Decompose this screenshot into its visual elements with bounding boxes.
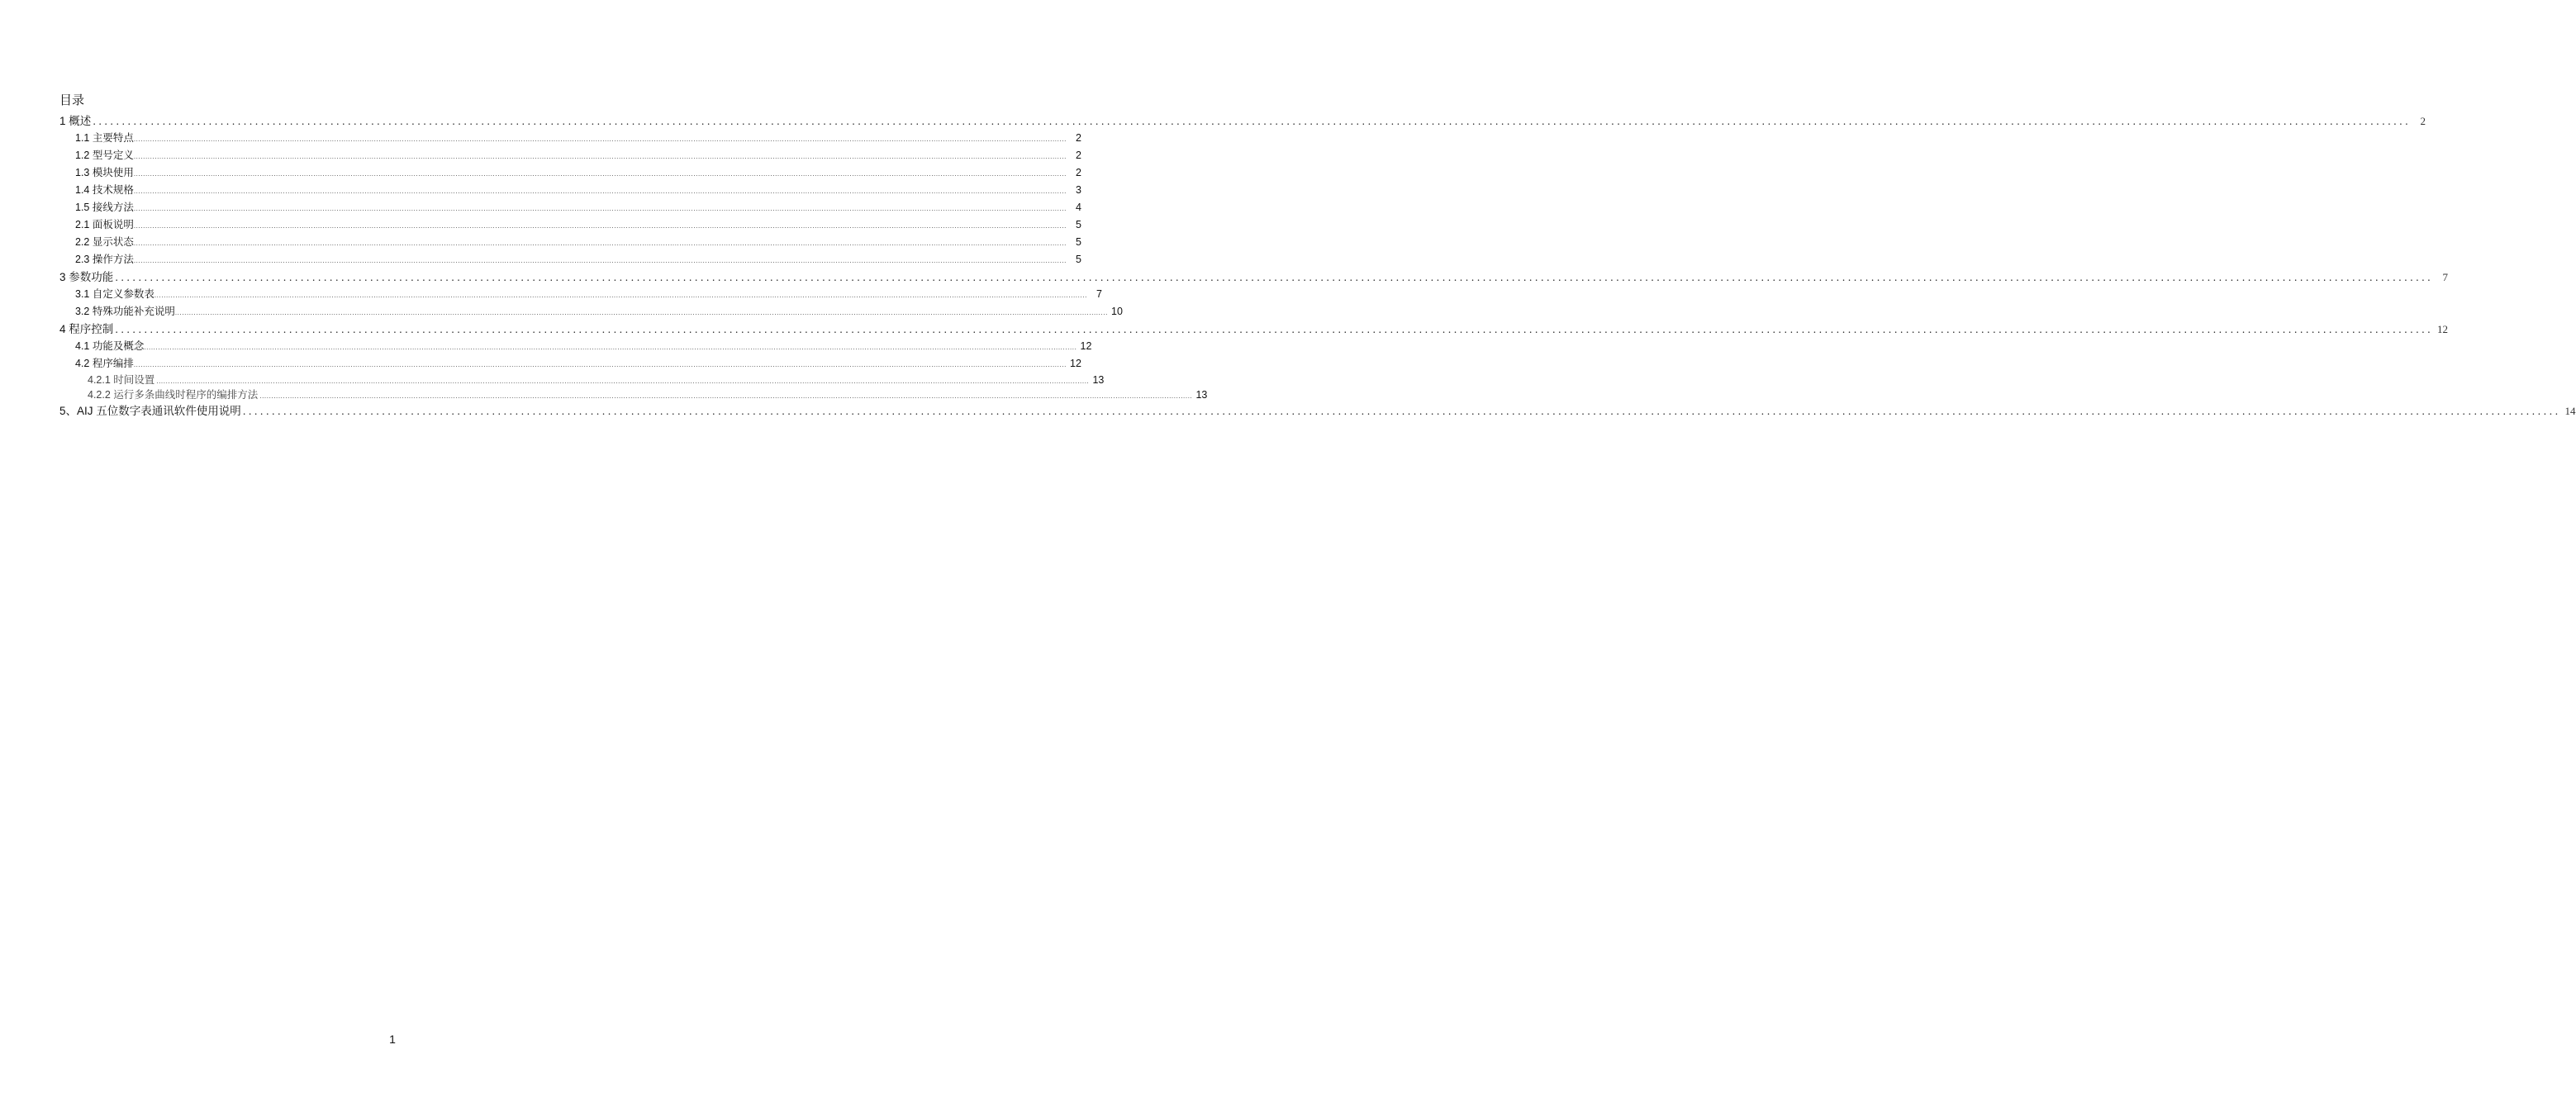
toc-dot-leader: ................................................................................................................................................................................................................................................................................................................................................................................................................ <box>174 309 1108 316</box>
toc-entry-label: 4 程序控制 <box>59 323 114 335</box>
toc-entry-page: 2 <box>2420 115 2426 127</box>
toc-entry[interactable] <box>59 286 1102 303</box>
toc-dot-leader: ................................................................................................................................................................................................................................................................................................................................................................................................................ <box>156 377 1090 385</box>
toc-entry[interactable] <box>59 320 2449 338</box>
toc-entry-page: 2 <box>1075 132 1081 144</box>
toc-dot-leader: ................................................................................................................................................................................................................................................................................................................................................................................................................ <box>133 240 1067 247</box>
toc-entry-label: 4.2.1 时间设置 <box>88 374 155 386</box>
toc-entry-page: 7 <box>2442 271 2449 283</box>
toc-dot-leader: ................................................................................................................................................................................................................................................................................................................................................................................................................ <box>93 116 2412 127</box>
toc-entry-page: 5 <box>1075 254 1081 265</box>
toc-dot-leader: ................................................................................................................................................................................................................................................................................................................................................................................................................ <box>133 153 1067 160</box>
toc-entry-label: 5、AIJ 五位数字表通讯软件使用说明 <box>59 405 241 417</box>
toc-entry-label: 3 参数功能 <box>59 271 114 283</box>
toc-entry-label: 1.3 模块使用 <box>75 167 134 178</box>
toc-entry-label: 3.2 特殊功能补充说明 <box>75 306 175 317</box>
toc-entry-page: 3 <box>1075 184 1081 196</box>
toc-entry-page: 2 <box>1075 167 1081 178</box>
toc-entry-page: 14 <box>2564 405 2576 417</box>
toc-entry-page: 12 <box>2437 323 2449 335</box>
toc-dot-leader: ................................................................................................................................................................................................................................................................................................................................................................................................................ <box>133 135 1067 143</box>
page-number: 1 <box>389 1033 396 1046</box>
toc-dot-leader: ................................................................................................................................................................................................................................................................................................................................................................................................................ <box>259 392 1193 400</box>
toc-dot-leader: ................................................................................................................................................................................................................................................................................................................................................................................................................ <box>133 170 1067 178</box>
toc-entry-label: 1.5 接线方法 <box>75 202 134 213</box>
table-of-contents <box>59 112 2576 420</box>
toc-entry[interactable] <box>59 130 1081 147</box>
toc-entry[interactable] <box>59 373 1105 387</box>
toc-dot-leader: ................................................................................................................................................................................................................................................................................................................................................................................................................ <box>144 344 1077 351</box>
toc-entry-page: 12 <box>1070 358 1081 369</box>
toc-entry-label: 1 概述 <box>59 115 92 127</box>
toc-entry[interactable] <box>59 387 1208 402</box>
toc-dot-leader: ................................................................................................................................................................................................................................................................................................................................................................................................................ <box>133 361 1067 368</box>
toc-entry[interactable] <box>59 402 2576 420</box>
toc-entry[interactable] <box>59 216 1081 234</box>
toc-entry[interactable] <box>59 251 1081 268</box>
toc-entry-page: 12 <box>1080 340 1092 352</box>
toc-entry[interactable] <box>59 234 1081 251</box>
toc-dot-leader: ................................................................................................................................................................................................................................................................................................................................................................................................................ <box>133 205 1067 212</box>
toc-title: 目录 <box>59 93 85 107</box>
toc-entry[interactable] <box>59 147 1081 164</box>
toc-dot-leader: ................................................................................................................................................................................................................................................................................................................................................................................................................ <box>242 406 2561 417</box>
toc-dot-leader: ................................................................................................................................................................................................................................................................................................................................................................................................................ <box>133 222 1067 230</box>
toc-entry-label: 2.2 显示状态 <box>75 236 134 248</box>
toc-entry-label: 4.1 功能及概念 <box>75 340 145 352</box>
toc-entry[interactable] <box>59 199 1081 216</box>
toc-dot-leader: ................................................................................................................................................................................................................................................................................................................................................................................................................ <box>133 188 1067 195</box>
toc-entry-label: 3.1 自定义参数表 <box>75 288 154 300</box>
toc-entry[interactable] <box>59 303 1123 320</box>
toc-entry-label: 1.2 型号定义 <box>75 150 134 161</box>
toc-entry-page: 7 <box>1096 288 1102 300</box>
toc-entry[interactable] <box>59 164 1081 182</box>
toc-entry-page: 5 <box>1075 236 1081 248</box>
toc-entry[interactable] <box>59 355 1081 373</box>
toc-entry-page: 5 <box>1075 219 1081 230</box>
toc-entry-page: 4 <box>1075 202 1081 213</box>
toc-entry-page: 2 <box>1075 150 1081 161</box>
toc-entry-page: 10 <box>1111 306 1123 317</box>
toc-entry[interactable] <box>59 112 2426 130</box>
toc-entry-label: 1.4 技术规格 <box>75 184 134 196</box>
toc-entry-label: 2.1 面板说明 <box>75 219 134 230</box>
toc-dot-leader: ................................................................................................................................................................................................................................................................................................................................................................................................................ <box>154 292 1087 299</box>
toc-entry-page: 13 <box>1195 389 1208 401</box>
toc-dot-leader: ................................................................................................................................................................................................................................................................................................................................................................................................................ <box>115 272 2434 283</box>
toc-entry[interactable] <box>59 182 1081 199</box>
toc-entry[interactable] <box>59 268 2449 286</box>
toc-dot-leader: ................................................................................................................................................................................................................................................................................................................................................................................................................ <box>133 257 1067 264</box>
toc-entry-label: 4.2 程序编排 <box>75 358 134 369</box>
toc-entry-page: 13 <box>1092 374 1105 386</box>
toc-entry[interactable] <box>59 338 1092 355</box>
toc-entry-label: 4.2.2 运行多条曲线时程序的编排方法 <box>88 389 259 401</box>
toc-dot-leader: ................................................................................................................................................................................................................................................................................................................................................................................................................ <box>115 324 2434 335</box>
toc-entry-label: 2.3 操作方法 <box>75 254 134 265</box>
toc-entry-label: 1.1 主要特点 <box>75 132 134 144</box>
